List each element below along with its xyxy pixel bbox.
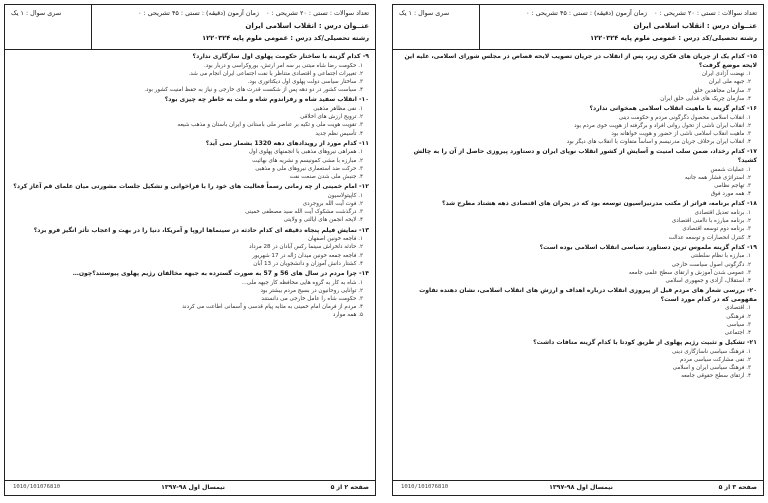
question-series: سری سوال : ۱ یک bbox=[399, 9, 450, 17]
answer-option[interactable]: ۲. برنامه مبارزه با ناامنی اقتصادی bbox=[671, 218, 751, 225]
page-number: صفحه ۲ از ۵ bbox=[330, 484, 369, 491]
answer-option[interactable]: ۴. جنبش ملی شدن صنعت نفت bbox=[289, 174, 363, 181]
answer-option[interactable]: ۳. برنامه دوم توسعه اقتصادی bbox=[682, 226, 751, 233]
answer-option[interactable]: ۴. کشتار دانش آموزان و دانشجویان در 13 آبان bbox=[253, 260, 363, 267]
question-item bbox=[399, 53, 757, 103]
question-stem: ۱۱- کدام مورد از رویدادهای دهه 1320 بشمار نمی آید؟ bbox=[205, 139, 369, 147]
question-stem: ۱۴- چرا مردم در سال های 56 و 57 به صورت گسترده به جبهه مخالفان رژیم پهلوی پیوستند؟چون… bbox=[72, 270, 369, 278]
answer-option[interactable]: ۱. شاه به کار به گروه هایی محافظه کار جبهه ملی… bbox=[241, 279, 363, 286]
answer-option[interactable]: ۲. ترویج ارزش های اخلاقی bbox=[300, 114, 363, 121]
answer-option[interactable]: ۳. فاجعه جمعه خونین میدان ژاله در 17 شهریور bbox=[252, 252, 363, 259]
question-stem: ۲۱- تشکیل و تثبیت رژیم پهلوی از طریق کودتا با کدام گزینه منافات داشت؟ bbox=[533, 339, 757, 347]
answer-option[interactable]: ۴. کنترل انحصارات و توسعه عدالت bbox=[668, 234, 751, 241]
question-item bbox=[399, 339, 757, 380]
answer-option[interactable]: ۲. استراتژی فشار همه جانبه bbox=[684, 174, 751, 181]
field-code: رشته تحصیلی/کد درس : عمومی ملوم پایه ۱۲۲۰۳۲۴ bbox=[590, 34, 757, 42]
question-item bbox=[11, 183, 369, 224]
answer-option[interactable]: ۳. سازمان مجاهدین خلق bbox=[692, 87, 751, 94]
page-header bbox=[5, 5, 375, 50]
answer-option[interactable]: ۲. جبهه ملی ایران bbox=[708, 79, 751, 86]
answer-option[interactable]: ۲. مبارزه با مشی کمونیسم و نشریه های بهائیت bbox=[252, 157, 363, 164]
page-footer bbox=[393, 480, 763, 495]
answer-option[interactable]: ۵. همه موارد bbox=[332, 312, 363, 319]
answer-option[interactable]: ۴. تأسیس نظم جدید bbox=[315, 130, 363, 137]
answer-option[interactable]: ۳. درگذشت مشکوک آیت الله سید مصطفی خمینی bbox=[245, 209, 363, 216]
question-item bbox=[11, 140, 369, 181]
answer-option[interactable]: ۱. مبارزه با نظام سلطنتی bbox=[690, 253, 751, 260]
exam-code: 1010/101076810 bbox=[13, 484, 61, 490]
answer-option[interactable]: ۱. انقلاب اسلامی محصول دگرگونی مردم و حکومت دینی bbox=[618, 114, 751, 121]
answer-option[interactable]: ۴. ارتقای سطح حقوقی جامعه bbox=[681, 373, 751, 380]
question-item bbox=[11, 53, 369, 94]
answer-option[interactable]: ۴. لایحه انجمن های ایالتی و ولایتی bbox=[283, 217, 363, 224]
exam-code: 1010/101076810 bbox=[401, 484, 449, 490]
page-number: صفحه ۳ از ۵ bbox=[718, 484, 757, 491]
question-count: تعداد سوالات : تستی : ۲۰ تشریحی : ۰ bbox=[266, 9, 369, 17]
answer-option[interactable]: ۴. انقلاب ایران برخلاف جریان مدرنیسم و اساساً متفاوت با انقلاب های دیگر بود bbox=[566, 139, 751, 146]
answer-option[interactable]: ۲. حادثه دلخراش سینما رکس آبادان در 28 مرداد bbox=[249, 244, 363, 251]
answer-option[interactable]: ۳. حرکت ضد استعماری نیروهای ملی و مذهبی bbox=[255, 165, 363, 172]
answer-option[interactable]: ۲. نفی مشارکت سیاسی مردم bbox=[680, 357, 751, 364]
question-stem: ۱۳- نمایش فیلم پنجاه دقیقه ای کدام حادثه در سینماها اروپا و آمریکا، دنیا را در بهت و اعجاب تأثر انگیز فرو برد؟ bbox=[33, 226, 369, 234]
answer-option[interactable]: ۲. فرهنگی bbox=[726, 313, 751, 320]
page-header bbox=[393, 5, 763, 50]
question-item bbox=[399, 148, 757, 198]
header-divider bbox=[479, 5, 480, 49]
answer-option[interactable]: ۱. نهضت آزادی ایران bbox=[701, 71, 751, 78]
answer-option[interactable]: ۳. تهاجم نظامی bbox=[714, 183, 751, 189]
answer-option[interactable]: ۳. حکومت شاه را عامل خارجی می دانستند bbox=[261, 296, 363, 303]
answer-option[interactable]: ۳. فرهنگ سیاسی ایران و اسلامی bbox=[672, 365, 751, 372]
answer-option[interactable]: ۱. فاجعه خونین اصفهان bbox=[307, 236, 363, 243]
course-title: عنــوان درس : انقلاب اسلامی ایران bbox=[245, 22, 369, 30]
answer-option[interactable]: ۲. تغییرات اجتماعی و اقتصادی متناظر با نفت اجتماعی ایران انجام می شد. bbox=[188, 70, 363, 77]
answer-option[interactable]: ۱. اقتصادی bbox=[725, 305, 751, 312]
answer-option[interactable]: ۱. همراهی نیروهای مذهبی با انجمنهای پهلوی اول bbox=[248, 149, 363, 156]
answer-option[interactable]: ۳. ساختار سیاسی دولت پهلوی اول دیکتاتوری بود. bbox=[247, 79, 363, 85]
question-item bbox=[11, 227, 369, 268]
question-stem: ۱۰- انقلاب سفید شاه و رفراندوم شاه و ملت به خاطر چه چیزی بود؟ bbox=[164, 96, 369, 104]
question-item bbox=[399, 200, 757, 241]
answer-option[interactable]: ۲. توانایی روحانیون در بسیج مردم بیشتر بود bbox=[260, 287, 363, 294]
answer-option[interactable]: ۲. فوت آیت الله بروجردی bbox=[302, 201, 363, 208]
question-stem: ۱۵- کدام یک از جریان های فکری زیر، پس از انقلاب در جریان تصویب لایحه قصاص در مجلس شورای اسلامی، علیه این لایحه موضع گرفت؟ bbox=[404, 53, 757, 69]
exam-duration: زمان آزمون (دقیقه) : تستی : ۴۵ تشریحی : ۰ bbox=[526, 9, 647, 17]
header-divider bbox=[91, 5, 92, 49]
answer-option[interactable]: ۴. مردم از فرمان امام خمینی به مثابه پیام قدسی و آسمانی اطاعت می کردند bbox=[182, 304, 363, 311]
question-stem: ۱۶- کدام گزینه با ماهیت انقلاب اسلامی همخوانی ندارد؟ bbox=[589, 105, 757, 112]
question-stem: ۹- کدام گزینه با ساختار حکومت پهلوی اول سازگاری ندارد؟ bbox=[192, 53, 369, 60]
question-stem: ۱۹- کدام گزینه ملموس ترین دستاورد سیاسی انقلاب اسلامی بوده است؟ bbox=[539, 243, 757, 251]
answer-option[interactable]: ۳. ماهیت انقلاب اسلامی ناشی از حضور و هویت خواهانه بود bbox=[611, 131, 751, 137]
page-footer bbox=[5, 480, 375, 495]
answer-option[interactable]: ۱. برنامه تعدیل اقتصادی bbox=[694, 210, 751, 216]
exam-page-3 bbox=[392, 4, 764, 496]
question-series: سری سوال : ۱ یک bbox=[11, 9, 62, 17]
exam-duration: زمان آزمون (دقیقه) : تستی : ۴۵ تشریحی : ۰ bbox=[138, 9, 259, 17]
answer-option[interactable]: ۲. دگرگونی اصول سیاست خارجی bbox=[671, 261, 751, 268]
answer-option[interactable]: ۱. عملیات شمس bbox=[710, 166, 751, 173]
answer-option[interactable]: ۴. سیاست کشور در دو دهه پس از شکست قدرت های خارجی و نیاز به حفظ امنیت کشور بود. bbox=[144, 87, 363, 94]
course-title: عنــوان درس : انقلاب اسلامی ایران bbox=[633, 22, 757, 30]
question-stem: ۲۰- بررسی شعار های مردم قبل از پیروزی انقلاب درباره اهداف و ارزش های انقلاب اسلامی، نشان دهنده تفاوت مفهومی که در کدام مورد است؟ bbox=[419, 287, 757, 303]
answer-option[interactable]: ۱. فرهنگ سیاسی ناسازگاری دینی bbox=[672, 348, 751, 355]
answer-option[interactable]: ۱. نفی مظاهر مذهبی bbox=[313, 106, 363, 112]
answer-option[interactable]: ۴. سازمان چریک های فدایی خلق ایران bbox=[660, 95, 751, 102]
answer-option[interactable]: ۳. عمومی شدن آموزش و ارتقای سطح علمی جامعه bbox=[628, 269, 751, 276]
term-label: نیمسال اول ۹۸-۱۳۹۷ bbox=[161, 484, 225, 491]
question-list bbox=[399, 51, 757, 479]
question-item bbox=[399, 105, 757, 146]
question-count: تعداد سوالات : تستی : ۲۰ تشریحی : ۰ bbox=[654, 9, 757, 17]
question-item bbox=[11, 96, 369, 137]
answer-option[interactable]: ۱. حکومت رضا شاه مبتنی بر سه امر ارتش، بوروکراسی و دربار بود. bbox=[203, 62, 363, 69]
answer-option[interactable]: ۱. کاپیتولاسیون bbox=[327, 192, 363, 199]
answer-option[interactable]: ۳. سیاسی bbox=[726, 321, 751, 328]
question-stem: ۱۸- کدام برنامه، فراتر از مکتب مدرنیزاسیون توسعه بود که در بحران های اقتصادی دهه هشتاد مطرح شد؟ bbox=[442, 200, 757, 208]
question-stem: ۱۷- کدام رخداد، ضمن سلب امنیت و آسایش از کشور انقلاب نوپای ایران و دستاورد پیروزی حاصل از آن را به چالش کشید؟ bbox=[413, 148, 757, 164]
exam-page-2 bbox=[4, 4, 376, 496]
question-item bbox=[399, 244, 757, 285]
question-list bbox=[11, 51, 369, 479]
question-item bbox=[399, 287, 757, 337]
answer-option[interactable]: ۴. استقلال، آزادی و جمهوری اسلامی bbox=[665, 278, 751, 285]
answer-option[interactable]: ۴. اجتماعی bbox=[724, 330, 751, 337]
answer-option[interactable]: ۲. انقلاب ایران ناشی از تحول روانی افراد و برگرفته از هویت خوی مردم بود bbox=[574, 122, 751, 129]
term-label: نیمسال اول ۹۸-۱۳۹۷ bbox=[549, 484, 613, 491]
question-item bbox=[11, 270, 369, 320]
question-stem: ۱۲- امام خمینی از چه زمانی رسماً فعالیت های خود را با فراخوانی و تشکیل جلسات مشورتی میان علمای قم آغاز کرد؟ bbox=[13, 183, 369, 191]
field-code: رشته تحصیلی/کد درس : عمومی ملوم پایه ۱۲۲۰۳۲۴ bbox=[202, 34, 369, 42]
answer-option[interactable]: ۳. تقویت هویت ملی و تکیه بر عناصر ملی باستانی و ایران باستان و مذهب شیعه bbox=[177, 122, 363, 129]
answer-option[interactable]: ۴. همه مورد فوق bbox=[710, 191, 751, 198]
